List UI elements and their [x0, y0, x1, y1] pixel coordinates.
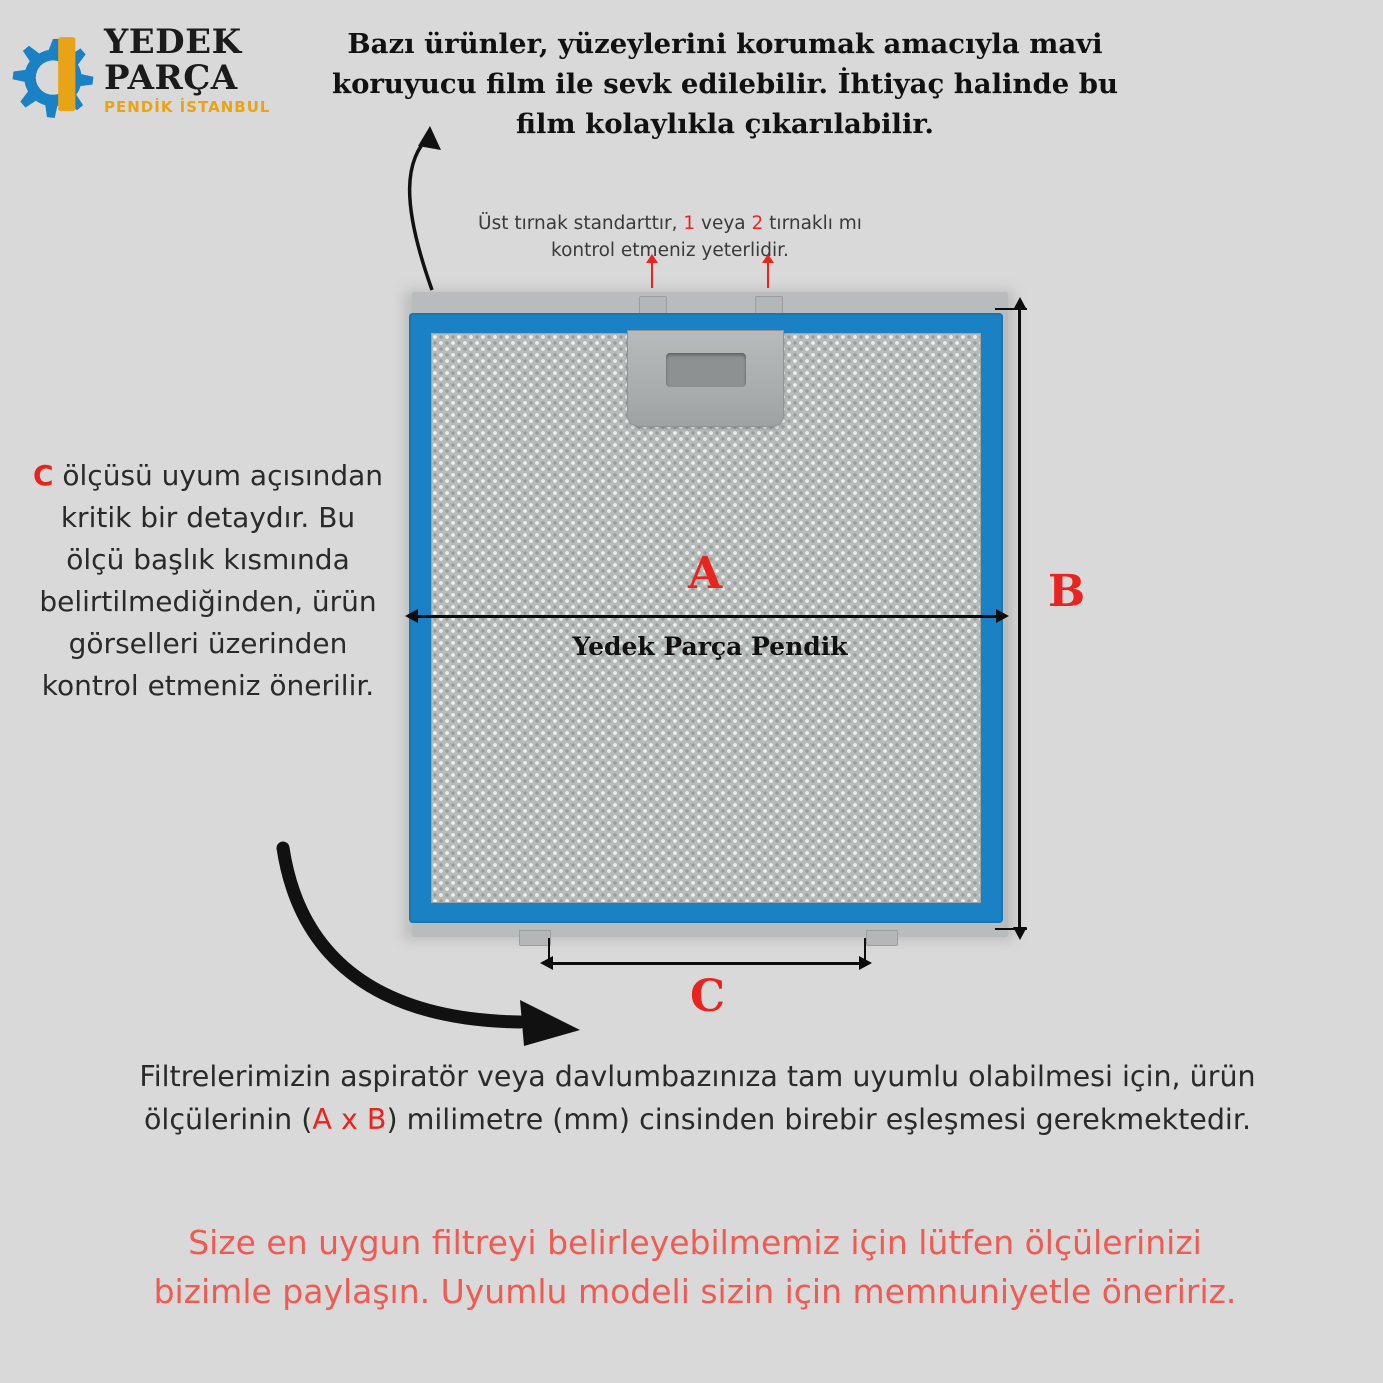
- dimension-label-a: A: [688, 548, 723, 599]
- bottom-note: [110, 1055, 1285, 1141]
- bottom-tab-2: [866, 930, 898, 946]
- top-heading: Bazı ürünler, yüzeylerini korumak amacıyla mavi koruyucu film ile sevk edilebilir. İhtiyaç halinde bu film kolaylıkla çıkarılabilir.: [332, 28, 1118, 140]
- tab-note-num1: 1: [683, 213, 696, 234]
- filter-handle: [627, 330, 784, 427]
- bottom-note-part1: Filtrelerimizin aspiratör veya davlumbazınıza tam uyumlu olabilmesi için, ürün ölçülerinin (: [139, 1060, 1256, 1136]
- left-note: [28, 455, 388, 707]
- handle-slot: [666, 353, 746, 387]
- dimension-label-c: C: [690, 971, 726, 1022]
- red-pointer-head-2: [762, 254, 774, 263]
- bottom-red-note: Size en uygun filtreyi belirleyebilmemiz için lütfen ölçülerinizi bizimle paylaşın. Uyumlu modeli sizin için memnuniyetle öneririz.: [153, 1223, 1237, 1311]
- gear-icon: [10, 32, 96, 118]
- logo-line-1: YEDEK: [104, 22, 242, 62]
- top-tab-2: [755, 296, 783, 314]
- red-pointer-line-1: [651, 262, 653, 288]
- dimension-label-b: B: [1048, 566, 1086, 617]
- dimension-arrow-c-left: [540, 956, 553, 970]
- dimension-line-a: [413, 615, 1003, 618]
- left-note-text: ölçüsü uyum açısından kritik bir detaydır. Bu ölçü başlık kısmında belirtilmediğinden, ürün görselleri üzerinden kontrol etmeniz önerilir.: [39, 459, 384, 702]
- tab-note-part1: Üst tırnak standarttır,: [478, 213, 684, 234]
- dimension-arrow-a-right: [996, 609, 1009, 623]
- brand-logo: [8, 8, 298, 133]
- product-brandmark: Yedek Parça Pendik: [572, 632, 848, 661]
- tab-note-part3: tırnaklı mı kontrol etmeniz yeterlidir.: [551, 213, 862, 261]
- bottom-tab-1: [519, 930, 551, 946]
- tab-note: [455, 210, 885, 264]
- dimension-line-b: [1018, 308, 1021, 930]
- dimension-tick-b-top: [995, 308, 1027, 310]
- bottom-note-ab: A x B: [312, 1103, 387, 1136]
- tab-note-part2: veya: [695, 213, 752, 234]
- arrow-head-left: [520, 1000, 580, 1046]
- dimension-tick-c-left: [548, 938, 550, 964]
- logo-subtitle: PENDİK İSTANBUL: [104, 98, 271, 116]
- dimension-line-c: [548, 962, 866, 965]
- arrow-curve-top: [410, 135, 432, 290]
- red-pointer-head-1: [646, 254, 658, 263]
- logo-line-2: PARÇA: [104, 58, 238, 98]
- red-pointer-line-2: [767, 262, 769, 288]
- dimension-tick-c-right: [864, 938, 866, 964]
- dimension-tick-b-bottom: [995, 928, 1027, 930]
- tab-note-num2: 2: [751, 213, 764, 234]
- bottom-note-part2: ) milimetre (mm) cinsinden birebir eşleşmesi gerekmektedir.: [386, 1103, 1251, 1136]
- top-tab-1: [639, 296, 667, 314]
- dimension-arrow-a-left: [405, 609, 418, 623]
- left-note-mark: C: [32, 459, 54, 492]
